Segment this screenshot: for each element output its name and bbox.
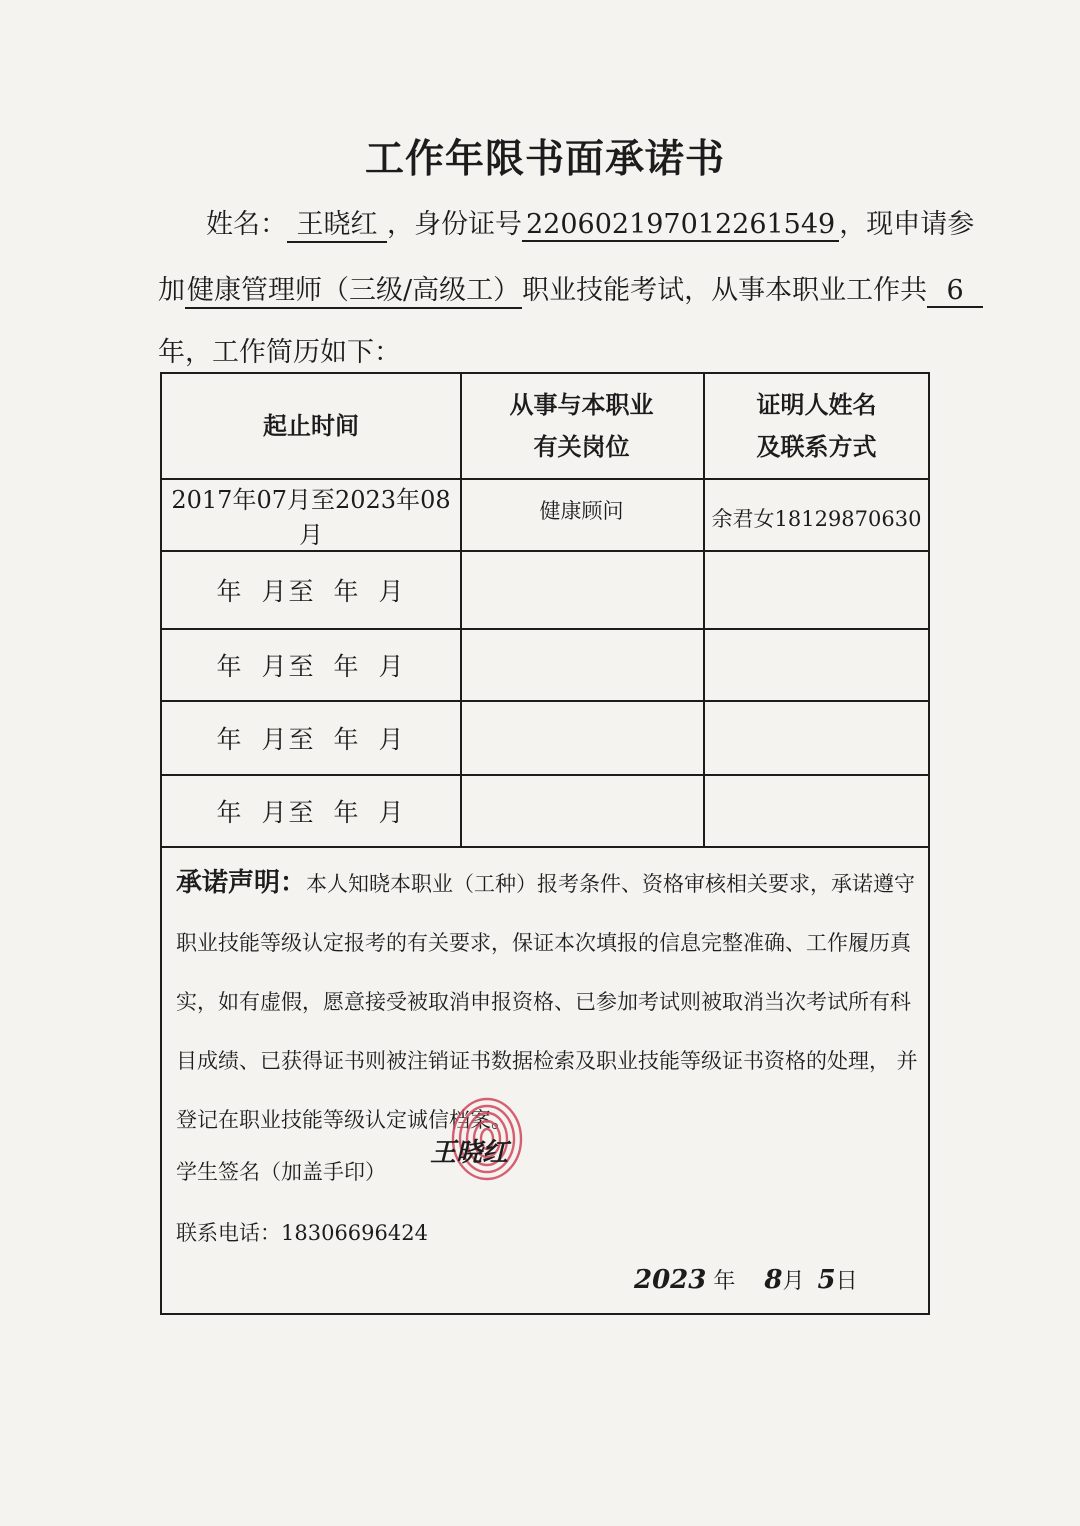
table-row (162, 630, 460, 700)
header-position-line2: 有关岗位 (533, 433, 630, 461)
name-value: 王晓红 (287, 202, 387, 243)
phone-line (176, 1217, 428, 1247)
intro-line-3: 年，工作简历如下： (158, 337, 401, 368)
header-witness-line2: 及联系方式 (756, 433, 877, 461)
row-witness: 余君女18129870630 (711, 507, 922, 531)
date-year-label: 年 (713, 1269, 736, 1294)
table-row (162, 776, 460, 846)
intro-line-2 (158, 268, 983, 309)
date-day: 5 (817, 1265, 836, 1295)
blank-month: 月至 (261, 798, 316, 827)
blank-year2: 年 (333, 725, 361, 754)
id-label: ，身份证号 (387, 209, 522, 240)
blank-year: 年 (216, 652, 244, 681)
blank-month2: 月 (378, 577, 406, 606)
header-witness-line1: 证明人姓名 (756, 391, 877, 419)
commitment-statement (176, 854, 924, 1150)
blank-year: 年 (216, 577, 244, 606)
blank-month: 月至 (261, 725, 316, 754)
signature-handwriting: 王晓红 (430, 1138, 509, 1168)
blank-year: 年 (216, 725, 244, 754)
header-position-line1: 从事与本职业 (509, 391, 654, 419)
work-history-table (160, 372, 930, 1315)
blank-month2: 月 (378, 798, 406, 827)
phone-value: 18306696424 (281, 1221, 428, 1245)
date-month: 8 (764, 1265, 783, 1295)
line2-prefix: 加 (158, 275, 185, 306)
statement-text: 本人知晓本职业（工种）报考条件、资格审核相关要求，承诺遵守职业技能等级认定报考的有关要求，保证本次填报的信息完整准确、工作履历真实，如有虚假，愿意接受被取消申报资格、已参加考试则被取消当次考试所有科目成绩、已获得证书则被注销证书数据检索及职业技能等级证书资格的处理， 并登记在职业技能等级认定诚信档案。 (176, 872, 918, 1132)
date-day-label: 日 (835, 1269, 858, 1294)
header-witness (703, 374, 930, 478)
table-row (162, 702, 460, 774)
years-value: 6 (927, 275, 983, 308)
blank-month: 月至 (261, 577, 316, 606)
blank-year2: 年 (333, 798, 361, 827)
apply-text: ，现申请参 (839, 209, 975, 240)
blank-year2: 年 (333, 577, 361, 606)
blank-month2: 月 (378, 725, 406, 754)
row-position: 健康顾问 (539, 499, 624, 523)
blank-month2: 月 (378, 652, 406, 681)
table-divider (162, 846, 928, 848)
blank-month: 月至 (261, 652, 316, 681)
intro-line-1 (206, 202, 974, 243)
date-line (634, 1264, 858, 1295)
header-period-label: 起止时间 (263, 412, 359, 440)
occupation-value: 健康管理师（三级/高级工） (185, 268, 522, 309)
date-month-label: 月 (782, 1269, 805, 1294)
id-number-value: 220602197012261549 (522, 209, 839, 242)
header-position (460, 374, 703, 478)
blank-year: 年 (216, 798, 244, 827)
exam-text: 职业技能考试，从事本职业工作共 (522, 275, 928, 306)
statement-heading: 承诺声明： (176, 868, 307, 898)
row-period: 2017年07月至2023年08月 (171, 486, 451, 549)
header-period (162, 374, 460, 478)
page-title: 工作年限书面承诺书 (364, 137, 725, 182)
date-year: 2023 (634, 1265, 707, 1295)
signature-label: 学生签名（加盖手印） (176, 1160, 386, 1184)
phone-label: 联系电话： (176, 1221, 281, 1245)
table-row (162, 552, 460, 628)
blank-year2: 年 (333, 652, 361, 681)
name-label: 姓名： (206, 209, 287, 240)
